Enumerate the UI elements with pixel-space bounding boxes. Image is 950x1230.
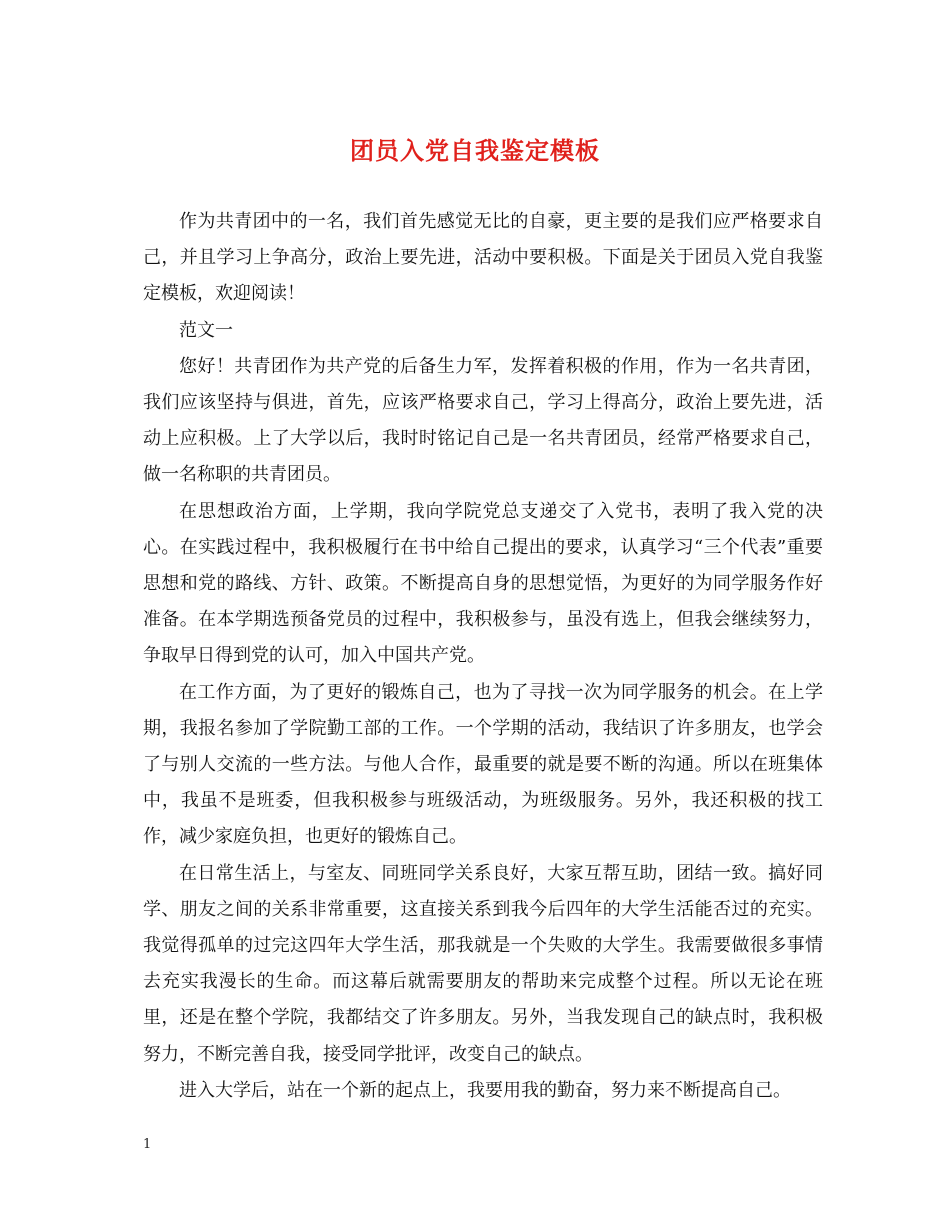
paragraph: 在工作方面，为了更好的锻炼自己，也为了寻找一次为同学服务的机会。在上学期，我报名参加了学院勤工部的工作。一个学期的活动，我结识了许多朋友，也学会了与别人交流的一些方法。与他人合作，最重要的就是要不断的沟通。所以在班集体中，我虽不是班委，但我积极参与班级活动，为班级服务。另外，我还积极的找工作，减少家庭负担，也更好的锻炼自己。: [143, 681, 823, 848]
paragraph-intro: 作为共青团中的一名，我们首先感觉无比的自豪，更主要的是我们应严格要求自己，并且学习上争高分，政治上要先进，活动中要积极。下面是关于团员入党自我鉴定模板，欢迎阅读！: [143, 211, 823, 305]
document-body: [143, 204, 823, 1109]
paragraph: 进入大学后，站在一个新的起点上，我要用我的勤奋，努力来不断提高自己。: [179, 1079, 791, 1101]
page-number: 1: [143, 1137, 152, 1152]
document-title: 团员入党自我鉴定模板: [350, 136, 600, 165]
section-heading: 范文一: [179, 319, 233, 341]
paragraph: 在日常生活上，与室友、同班同学关系良好，大家互帮互助，团结一致。搞好同学、朋友之间的关系非常重要，这直接关系到我今后四年的大学生活能否过的充实。我觉得孤单的过完这四年大学生活，那我就是一个失败的大学生。我需要做很多事情去充实我漫长的生命。而这幕后就需要朋友的帮助来完成整个过程。所以无论在班里，还是在整个学院，我都结交了许多朋友。另外，当我发现自己的缺点时，我积极努力，不断完善自我，接受同学批评，改变自己的缺点。: [143, 862, 823, 1065]
paragraph: 在思想政治方面，上学期，我向学院党总支递交了入党书，表明了我入党的决心。在实践过程中，我积极履行在书中给自己提出的要求，认真学习“三个代表”重要思想和党的路线、方针、政策。不断提高自身的思想觉悟，为更好的为同学服务作好准备。在本学期选预备党员的过程中，我积极参与，虽没有选上，但我会继续努力，争取早日得到党的认可，加入中国共产党。: [143, 500, 823, 667]
paragraph: 您好！共青团作为共产党的后备生力军，发挥着积极的作用，作为一名共青团，我们应该坚持与俱进，首先，应该严格要求自己，学习上得高分，政治上要先进，活动上应积极。上了大学以后，我时时铭记自己是一名共青团员，经常严格要求自己，做一名称职的共青团员。: [143, 355, 823, 486]
